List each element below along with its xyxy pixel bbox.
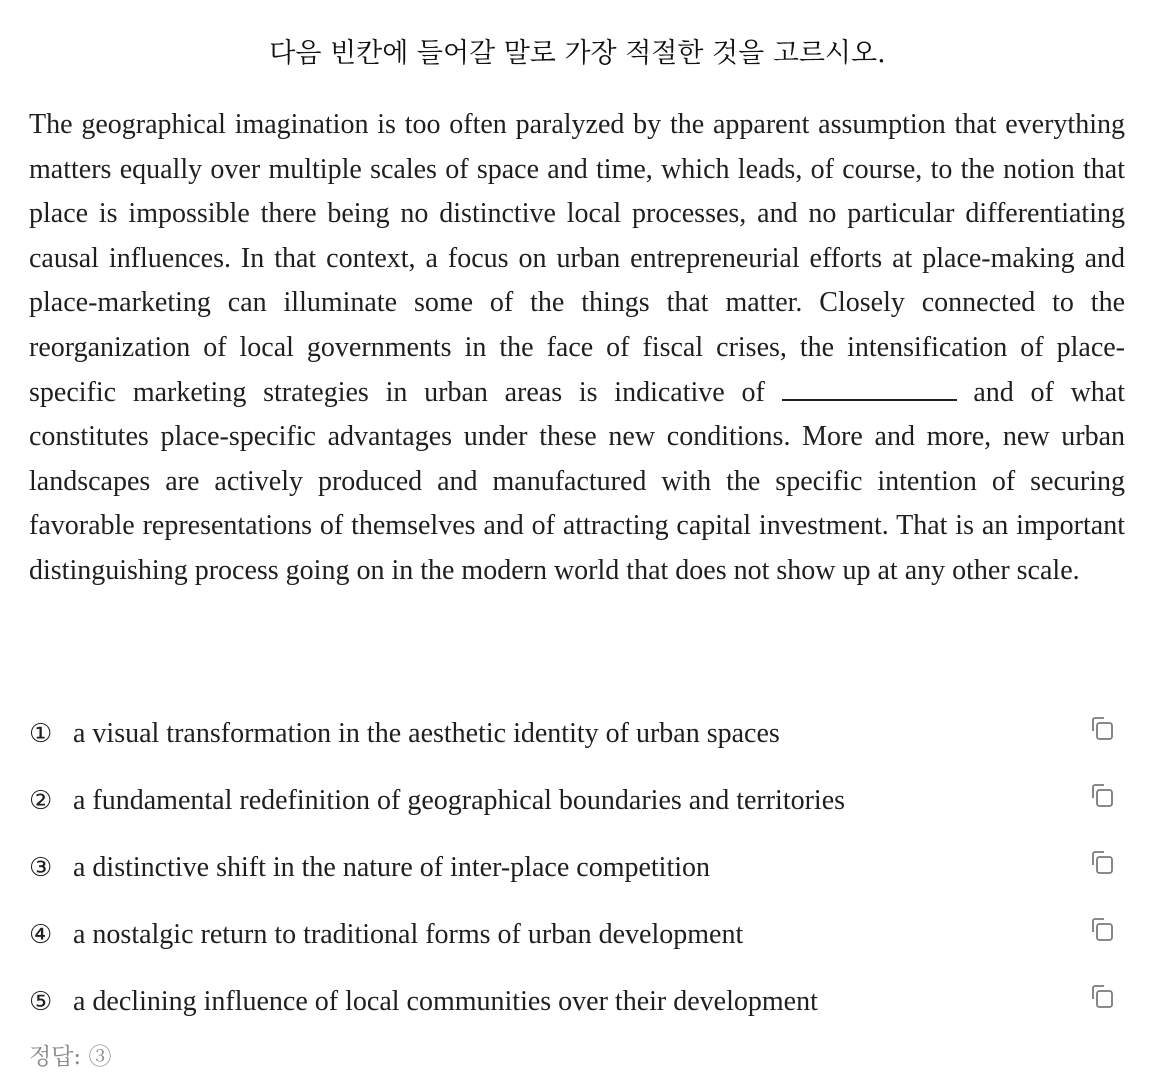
option-4[interactable]: [29, 911, 1125, 978]
copy-icon[interactable]: [1087, 848, 1117, 878]
question-title: 다음 빈칸에 들어갈 말로 가장 적절한 것을 고르시오.: [269, 38, 886, 69]
option-3[interactable]: [29, 844, 1125, 911]
option-number: ⑤: [29, 987, 53, 1017]
copy-icon[interactable]: [1087, 714, 1117, 744]
option-number: ②: [29, 786, 53, 816]
option-text[interactable]: a declining influence of local communities over their development: [73, 986, 818, 1017]
option-number: ④: [29, 920, 53, 950]
answer-key: 정답: ③: [29, 1044, 112, 1070]
option-2[interactable]: [29, 777, 1125, 844]
option-1[interactable]: [29, 710, 1125, 777]
option-number: ③: [29, 853, 53, 883]
answer-blank: [782, 379, 957, 401]
option-text[interactable]: a fundamental redefinition of geographical boundaries and territories: [73, 785, 846, 816]
passage: [29, 103, 1125, 594]
option-text[interactable]: a distinctive shift in the nature of inter-place competition: [73, 852, 711, 883]
passage-text-before-blank: The geographical imagination is too often paralyzed by the apparent assumption that everything matters equally over multiple scales of space and time, which leads, of course, to the notion that place is impossible there being no distinctive local processes, and no particular differentiating causal influences. In that context, a focus on urban entrepreneurial efforts at place-making and place-marketing can illuminate some of the things that matter. Closely connected to the reorganization of local governments in the face of fiscal crises, the intensification of place-specific marketing strategies in urban areas is indicative of: [29, 109, 1125, 408]
copy-icon[interactable]: [1087, 915, 1117, 945]
copy-icon[interactable]: [1087, 781, 1117, 811]
option-text[interactable]: a nostalgic return to traditional forms of urban development: [73, 919, 744, 950]
copy-icon[interactable]: [1087, 982, 1117, 1012]
answer-options: [29, 710, 1125, 1045]
option-text[interactable]: a visual transformation in the aesthetic identity of urban spaces: [73, 718, 780, 749]
option-5[interactable]: [29, 978, 1125, 1045]
passage-text-after-blank: and of what constitutes place-specific advantages under these new conditions. More and more, new urban landscapes are actively produced and manufactured with the specific intention of securing favorable representations of themselves and of attracting capital investment. That is an important distinguishing process going on in the modern world that does not show up at any other scale.: [29, 376, 1126, 586]
option-number: ①: [29, 719, 53, 749]
